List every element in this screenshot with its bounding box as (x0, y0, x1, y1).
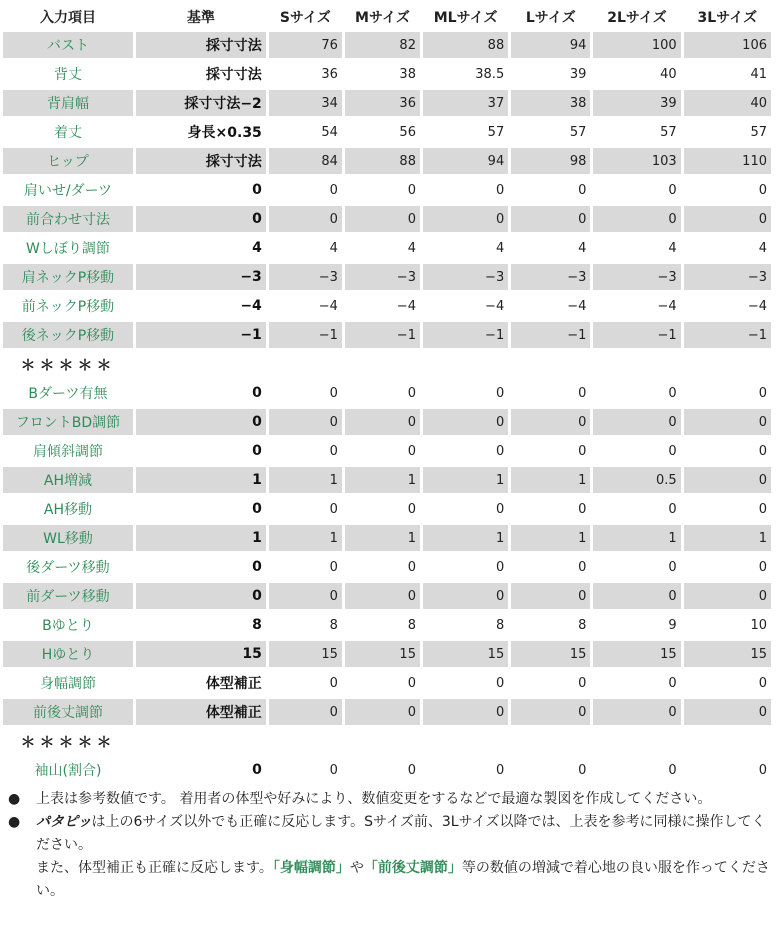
size-value-cell: 0.5 (593, 467, 680, 493)
separator-blank (269, 728, 342, 754)
row-base: 身長×0.35 (136, 119, 266, 145)
size-value-cell: 98 (511, 148, 590, 174)
size-value-cell: −1 (593, 322, 680, 348)
size-value-cell: 0 (684, 670, 771, 696)
row-base: 8 (136, 612, 266, 638)
row-label: Bゆとり (3, 612, 133, 638)
size-value-cell: 0 (593, 438, 680, 464)
size-value-cell: 100 (593, 32, 680, 58)
size-value-cell: 0 (423, 757, 508, 783)
size-value-cell: 82 (345, 32, 420, 58)
row-label: 身幅調節 (3, 670, 133, 696)
size-value-cell: 39 (593, 90, 680, 116)
table-row (3, 583, 771, 609)
size-value-cell: 57 (593, 119, 680, 145)
separator-row (3, 351, 771, 377)
size-value-cell: 0 (345, 496, 420, 522)
note-3-post: 等の数値の増減で着心地の良い服を作ってください。 (36, 860, 770, 899)
size-value-cell: 106 (684, 32, 771, 58)
size-value-cell: 1 (593, 525, 680, 551)
size-value-cell: 37 (423, 90, 508, 116)
row-label: 肩傾斜調節 (3, 438, 133, 464)
size-value-cell: −4 (423, 293, 508, 319)
size-value-cell: 0 (684, 699, 771, 725)
size-value-cell: −4 (593, 293, 680, 319)
notes (6, 788, 774, 903)
table-row (3, 467, 771, 493)
note-1-text: 上表は参考数値です。 着用者の体型や好みにより、数値変更をするなどで最適な製図を作成してください。 (36, 791, 712, 807)
size-value-cell: 0 (423, 409, 508, 435)
row-label: Wしぼり調節 (3, 235, 133, 261)
size-value-cell: 4 (511, 235, 590, 261)
size-value-cell: 0 (593, 496, 680, 522)
size-value-cell: 0 (423, 206, 508, 232)
size-value-cell: 0 (684, 757, 771, 783)
size-value-cell: 57 (423, 119, 508, 145)
row-label: 前合わせ寸法 (3, 206, 133, 232)
row-base: 採寸寸法 (136, 148, 266, 174)
size-value-cell: 0 (511, 438, 590, 464)
size-value-cell: 8 (269, 612, 342, 638)
size-value-cell: 0 (345, 670, 420, 696)
note-3-mid: や (349, 860, 364, 876)
row-base: 0 (136, 554, 266, 580)
table-row (3, 409, 771, 435)
separator-blank (423, 728, 508, 754)
row-base: 0 (136, 583, 266, 609)
table-row (3, 90, 771, 116)
row-label: WL移動 (3, 525, 133, 551)
row-label: 着丈 (3, 119, 133, 145)
size-value-cell: 0 (684, 177, 771, 203)
size-value-cell: 8 (511, 612, 590, 638)
note-2 (6, 811, 774, 903)
size-value-cell: 0 (684, 496, 771, 522)
size-value-cell: 38.5 (423, 61, 508, 87)
row-label: 肩ネックP移動 (3, 264, 133, 290)
table-row (3, 119, 771, 145)
size-value-cell: 0 (269, 699, 342, 725)
header-size-m: Mサイズ (355, 10, 410, 26)
table-row (3, 235, 771, 261)
row-base: 0 (136, 438, 266, 464)
size-value-cell: −1 (269, 322, 342, 348)
size-value-cell: 1 (511, 467, 590, 493)
table-row (3, 148, 771, 174)
separator-blank (269, 351, 342, 377)
size-value-cell: 4 (269, 235, 342, 261)
size-value-cell: 110 (684, 148, 771, 174)
table-row (3, 670, 771, 696)
size-value-cell: 0 (593, 699, 680, 725)
size-value-cell: 41 (684, 61, 771, 87)
size-value-cell: 0 (423, 496, 508, 522)
size-value-cell: 0 (511, 380, 590, 406)
table-row (3, 699, 771, 725)
row-label: AH移動 (3, 496, 133, 522)
size-value-cell: 15 (511, 641, 590, 667)
row-label: 前ダーツ移動 (3, 583, 133, 609)
bullet-icon: ● (8, 791, 21, 807)
size-value-cell: 4 (345, 235, 420, 261)
size-value-cell: 0 (269, 177, 342, 203)
table-row (3, 61, 771, 87)
size-value-cell: 1 (684, 525, 771, 551)
size-value-cell: 15 (423, 641, 508, 667)
size-value-cell: 0 (511, 670, 590, 696)
size-value-cell: 0 (345, 177, 420, 203)
bullet-icon: ● (8, 814, 21, 830)
row-label: 袖山(割合) (3, 757, 133, 783)
highlight-length-adjust: 「前後丈調節」 (363, 860, 462, 876)
size-value-cell: 8 (423, 612, 508, 638)
separator-blank (684, 728, 771, 754)
size-value-cell: 0 (269, 380, 342, 406)
size-value-cell: −1 (423, 322, 508, 348)
size-value-cell: 0 (684, 206, 771, 232)
size-value-cell: 15 (345, 641, 420, 667)
size-value-cell: 0 (423, 380, 508, 406)
size-value-cell: −1 (345, 322, 420, 348)
note-3-pre: また、体型補正も正確に反応します。 (36, 860, 273, 876)
size-value-cell: 0 (593, 177, 680, 203)
row-label: 背丈 (3, 61, 133, 87)
size-value-cell: 39 (511, 61, 590, 87)
size-value-cell: 0 (269, 206, 342, 232)
row-base: 0 (136, 206, 266, 232)
table-row (3, 32, 771, 58)
header-size-ml: MLサイズ (433, 10, 498, 26)
size-value-cell: −3 (269, 264, 342, 290)
row-label: 後ダーツ移動 (3, 554, 133, 580)
size-value-cell: 0 (511, 554, 590, 580)
size-value-cell: 54 (269, 119, 342, 145)
row-base: 0 (136, 409, 266, 435)
size-value-cell: 1 (345, 467, 420, 493)
separator-blank (593, 351, 680, 377)
size-value-cell: 40 (684, 90, 771, 116)
size-value-cell: 15 (269, 641, 342, 667)
size-value-cell: 0 (511, 583, 590, 609)
separator-text: ＊＊＊＊＊ (3, 351, 133, 377)
row-label: ヒップ (3, 148, 133, 174)
table-row (3, 554, 771, 580)
row-base: −1 (136, 322, 266, 348)
row-base: 採寸寸法−2 (136, 90, 266, 116)
table-row (3, 264, 771, 290)
size-value-cell: 15 (684, 641, 771, 667)
table-row (3, 525, 771, 551)
size-value-cell: 0 (269, 757, 342, 783)
row-base: 0 (136, 380, 266, 406)
row-label: 後ネックP移動 (3, 322, 133, 348)
size-value-cell: 40 (593, 61, 680, 87)
size-value-cell: 0 (269, 409, 342, 435)
separator-blank (684, 351, 771, 377)
size-value-cell: 4 (423, 235, 508, 261)
size-value-cell: 4 (593, 235, 680, 261)
size-value-cell: 0 (269, 554, 342, 580)
size-value-cell: 76 (269, 32, 342, 58)
size-value-cell: 1 (269, 525, 342, 551)
row-label: 背肩幅 (3, 90, 133, 116)
size-value-cell: 0 (345, 583, 420, 609)
size-value-cell: 1 (511, 525, 590, 551)
size-value-cell: 0 (593, 206, 680, 232)
table-row (3, 322, 771, 348)
size-value-cell: 0 (423, 177, 508, 203)
size-value-cell: 0 (269, 583, 342, 609)
size-value-cell: 57 (511, 119, 590, 145)
size-value-cell: 38 (345, 61, 420, 87)
size-value-cell: 88 (345, 148, 420, 174)
size-value-cell: −4 (684, 293, 771, 319)
table-row (3, 380, 771, 406)
separator-blank (511, 728, 590, 754)
separator-blank (136, 728, 266, 754)
row-base: −4 (136, 293, 266, 319)
size-value-cell: 94 (511, 32, 590, 58)
size-value-cell: 36 (269, 61, 342, 87)
size-value-cell: 0 (684, 380, 771, 406)
row-base: 0 (136, 496, 266, 522)
size-value-cell: 88 (423, 32, 508, 58)
size-value-cell: 38 (511, 90, 590, 116)
separator-text: ＊＊＊＊＊ (3, 728, 133, 754)
separator-blank (345, 728, 420, 754)
size-value-cell: −3 (423, 264, 508, 290)
row-label: Bダーツ有無 (3, 380, 133, 406)
size-value-cell: 94 (423, 148, 508, 174)
size-value-cell: 15 (593, 641, 680, 667)
size-value-cell: 10 (684, 612, 771, 638)
row-base: 15 (136, 641, 266, 667)
size-value-cell: −3 (593, 264, 680, 290)
size-value-cell: 0 (345, 554, 420, 580)
row-label: バスト (3, 32, 133, 58)
size-value-cell: 0 (593, 757, 680, 783)
row-label: Hゆとり (3, 641, 133, 667)
size-table (0, 2, 774, 786)
size-value-cell: 0 (684, 554, 771, 580)
row-base: 4 (136, 235, 266, 261)
brand-name: パタピッ (36, 814, 92, 830)
size-value-cell: 0 (345, 438, 420, 464)
size-value-cell: 8 (345, 612, 420, 638)
size-value-cell: 0 (511, 496, 590, 522)
size-value-cell: 57 (684, 119, 771, 145)
table-row (3, 177, 771, 203)
size-value-cell: 9 (593, 612, 680, 638)
size-value-cell: 0 (684, 438, 771, 464)
table-row (3, 438, 771, 464)
row-label: フロントBD調節 (3, 409, 133, 435)
size-value-cell: 84 (269, 148, 342, 174)
separator-row (3, 728, 771, 754)
size-value-cell: −4 (511, 293, 590, 319)
size-value-cell: −3 (684, 264, 771, 290)
separator-blank (345, 351, 420, 377)
size-value-cell: 0 (593, 670, 680, 696)
size-value-cell: 0 (423, 583, 508, 609)
row-base: 0 (136, 177, 266, 203)
header-size-3l: 3Lサイズ (697, 10, 758, 26)
size-value-cell: 4 (684, 235, 771, 261)
size-value-cell: 0 (593, 583, 680, 609)
size-value-cell: 0 (423, 438, 508, 464)
size-value-cell: 0 (423, 670, 508, 696)
row-label: 肩いせ/ダーツ (3, 177, 133, 203)
row-base: −3 (136, 264, 266, 290)
size-value-cell: 56 (345, 119, 420, 145)
size-value-cell: −3 (511, 264, 590, 290)
table-row (3, 206, 771, 232)
header-base: 基準 (186, 10, 215, 26)
header-row (3, 5, 771, 29)
size-value-cell: 0 (511, 699, 590, 725)
size-value-cell: 1 (345, 525, 420, 551)
header-item: 入力項目 (39, 10, 96, 26)
row-base: 採寸寸法 (136, 32, 266, 58)
size-value-cell: −4 (345, 293, 420, 319)
header-size-l: Lサイズ (525, 10, 576, 26)
size-value-cell: 103 (593, 148, 680, 174)
note-1 (6, 788, 774, 811)
separator-blank (593, 728, 680, 754)
row-label: 前ネックP移動 (3, 293, 133, 319)
size-value-cell: 1 (423, 525, 508, 551)
row-base: 体型補正 (136, 670, 266, 696)
row-base: 1 (136, 525, 266, 551)
separator-blank (423, 351, 508, 377)
row-base: 体型補正 (136, 699, 266, 725)
size-value-cell: 0 (511, 177, 590, 203)
header-size-2l: 2Lサイズ (607, 10, 667, 26)
separator-blank (511, 351, 590, 377)
size-value-cell: 0 (684, 583, 771, 609)
table-body (3, 32, 771, 783)
table-row (3, 293, 771, 319)
row-base: 0 (136, 757, 266, 783)
row-base: 1 (136, 467, 266, 493)
size-value-cell: −3 (345, 264, 420, 290)
size-value-cell: 0 (269, 670, 342, 696)
table-row (3, 496, 771, 522)
size-value-cell: 0 (684, 467, 771, 493)
table-row (3, 641, 771, 667)
size-value-cell: 0 (593, 409, 680, 435)
size-value-cell: −4 (269, 293, 342, 319)
size-value-cell: −1 (511, 322, 590, 348)
header-size-s: Sサイズ (279, 10, 331, 26)
size-value-cell: 0 (345, 206, 420, 232)
size-value-cell: 0 (593, 554, 680, 580)
size-value-cell: 34 (269, 90, 342, 116)
size-value-cell: 0 (511, 409, 590, 435)
row-label: 前後丈調節 (3, 699, 133, 725)
size-value-cell: 36 (345, 90, 420, 116)
size-value-cell: 0 (345, 380, 420, 406)
size-value-cell: 0 (511, 757, 590, 783)
size-value-cell: 0 (511, 206, 590, 232)
size-value-cell: 0 (345, 699, 420, 725)
highlight-width-adjust: 「身幅調節」 (272, 860, 350, 876)
table-row (3, 757, 771, 783)
size-value-cell: 0 (269, 438, 342, 464)
size-value-cell: 0 (423, 554, 508, 580)
note-2-text: は上の6サイズ以外でも正確に反応します。Sサイズ前、3Lサイズ以降では、上表を参考に同様に操作してください。 (36, 814, 766, 853)
size-value-cell: 0 (345, 409, 420, 435)
row-label: AH増減 (3, 467, 133, 493)
size-value-cell: 0 (269, 496, 342, 522)
size-value-cell: 1 (269, 467, 342, 493)
separator-blank (136, 351, 266, 377)
size-value-cell: 0 (345, 757, 420, 783)
size-value-cell: 0 (684, 409, 771, 435)
size-value-cell: 0 (423, 699, 508, 725)
size-value-cell: −1 (684, 322, 771, 348)
table-row (3, 612, 771, 638)
row-base: 採寸寸法 (136, 61, 266, 87)
size-value-cell: 1 (423, 467, 508, 493)
size-value-cell: 0 (593, 380, 680, 406)
